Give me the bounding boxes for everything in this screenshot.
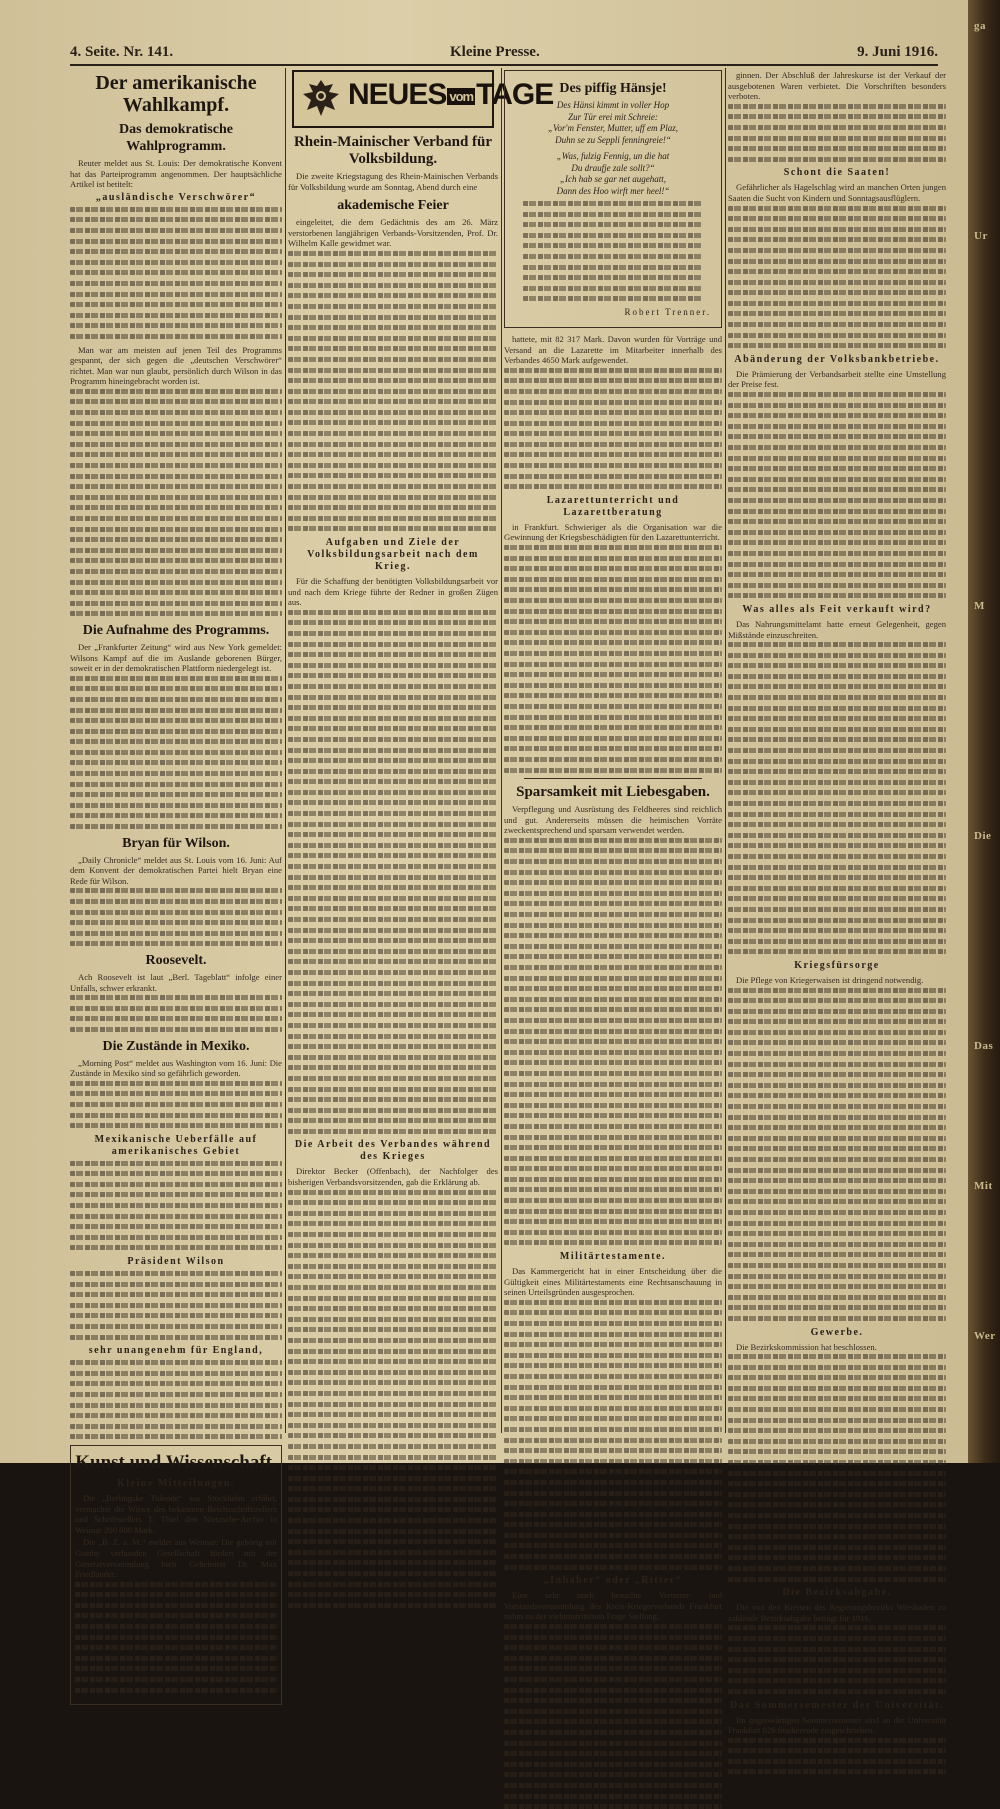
subheading: Schont die Saaten! (783, 167, 891, 179)
paragraph: Die „B. Z. a. M.“ meldet aus Weimar: Die gehörig mit Goethe verbunden Gesellschaft fördert mit der Generalversammlung hielt Geheimrat Dr. Max Friedländer. (75, 1537, 277, 1580)
body-text-block (70, 1161, 282, 1251)
paragraph: ginnen. Der Abschluß der Jahreskurse ist der Verkauf der ausgebotenen Waren verbietet. Die Vorschriften besonders verboten. (728, 70, 946, 102)
paragraph: Ach Roosevelt ist laut „Berl. Tageblatt“ infolge einer Unfalls, schwer erkrankt. (70, 971, 282, 993)
column-rule (285, 68, 286, 1433)
edge-fragment: Die (974, 830, 992, 842)
paragraph: Die Bezirkskommission hat beschlossen. (736, 1341, 877, 1352)
column-rule (725, 68, 726, 1433)
subheading: akademische Feier (337, 198, 449, 214)
subheading: Die Zustände in Mexiko. (102, 1038, 250, 1054)
masthead-title: NEUES vom TAGE (348, 78, 554, 111)
paragraph: Verpflegung und Ausrüstung des Feldheeres sind reichlich und gut. Andererseits müssen die heimischen Vorräte zweckentsprechend und sparsam verwendet werden. (504, 804, 722, 836)
body-text-block (288, 1190, 498, 1608)
paragraph: Gefährlicher als Hagelschlag wird an manchen Orten jungen Saaten die Sucht von Kindern und Sonntagsausflüglern. (728, 182, 946, 203)
body-text-block (70, 207, 282, 339)
poem-box (504, 70, 722, 328)
subheading: Präsident Wilson (127, 1256, 225, 1268)
paragraph: Für die Schaffung der benötigten Volksbildungsarbeit vor und nach dem Kriege führte der Redner in großen Zügen aus. (288, 576, 498, 608)
header-paper-name: Kleine Presse. (450, 44, 540, 60)
header-page-number: 4. Seite. Nr. 141. (70, 44, 174, 60)
subheading: Die Arbeit des Verbandes während des Krieges (294, 1139, 492, 1163)
subheading: Die Bezirksabgabe. (782, 1587, 892, 1599)
header-date: 9. Juni 1916. (857, 44, 938, 60)
body-text-block (728, 642, 946, 954)
paragraph: in Frankfurt. Schwieriger als die Organisation war die Gewinnung der Kriegsbeschädigten für den Lazarettunterricht. (504, 521, 722, 543)
kunst-section (70, 1445, 282, 1705)
separator (524, 778, 702, 779)
subheading: Roosevelt. (145, 952, 207, 968)
subheading: „ausländische Verschwörer“ (95, 191, 257, 203)
body-text-block (728, 1738, 946, 1775)
paragraph: Die von den Kreisen des Regierungsbezirks Wiesbaden zu zahlende Bezirksabgabe beträgt für 1916. (728, 1602, 946, 1623)
poem-text: Des Hänsi kimmt in voller Hop Zur Tür erei mit Schreie: „Vor'm Fenster, Mutter, uff em Plaz, Duhn se zu Seppli fenningreie!“ „Was, fulzig Fennig, un die hat Du draufje zale sollt?“ „Ich hab se gar net augehatt, Dann des Hoo wirft mer heel!“ (548, 100, 678, 196)
subheading: Das Sommersemester der Universität. (730, 1699, 944, 1711)
subheading: Das demokratische Wahlprogramm. (119, 122, 233, 154)
subheading: Abänderung der Volksbankbetriebe. (734, 353, 940, 365)
adjacent-page-edge (974, 0, 994, 1463)
book-spine (968, 0, 1000, 1463)
article-title-sparsamkeit: Sparsamkeit mit Liebesgaben. (516, 784, 710, 801)
body-text-block (504, 1300, 722, 1570)
paragraph: „Morning Post“ meldet aus Washington vom 16. Juni: Die Zustände in Mexiko sind so gefährlich geworden. (70, 1057, 282, 1079)
subheading: Aufgaben und Ziele der Volksbildungsarbeit nach dem Krieg. (307, 537, 479, 572)
body-text-block (70, 1271, 282, 1340)
paragraph: Im gegenwärtigen Sommersemester sind an der Universität Frankfurt 826 Studierende eingeschrieben. (728, 1714, 946, 1736)
body-text-block (70, 1360, 282, 1439)
paragraph: Die Prämierung der Verbandsarbeit stellte eine Umstellung der Preise fest. (728, 368, 946, 390)
body-text-block (70, 995, 282, 1032)
column-rule (501, 68, 502, 1433)
body-text-block (70, 888, 282, 946)
paragraph: hattete, mit 82 317 Mark. Davon wurden für Vorträge und Versand an die Lazarette im Mitarbeiter innerhalb des Verbandes 4650 Mark aufgewendet. (504, 333, 722, 366)
edge-fragment: ga (974, 20, 986, 32)
paragraph: eingeleitet, die dem Gedächtnis des am 26. März verstorbenen langjährigen Verbands-Vorsitzenden, Prof. Dr. Wilhelm Kalle gewidmet war. (288, 217, 498, 249)
column-4 (728, 70, 946, 1736)
paragraph: Reuter meldet aus St. Louis: Der demokratische Konvent hat das Parteiprogramm angenommen. Der hauptsächliche Artikel ist betitelt: (70, 158, 282, 190)
paragraph: Die „Berlingske Tidende“ aus Stockholm erfährt, vermachte die Witwe des bekannten Reichsschriftstellers und Schriftstellers T. Thiel den Nietzsche-Archiv in Weimar 200 000 Mark. (75, 1492, 277, 1535)
eagle-icon (299, 76, 343, 120)
body-text-block (728, 1625, 946, 1694)
subheading: Mexikanische Ueberfälle auf amerikanisches Gebiet (94, 1133, 258, 1157)
column-2 (288, 70, 554, 1443)
poem-title: Des piffig Hänsje! (559, 81, 667, 96)
edge-fragment: M (974, 600, 985, 612)
page-header (70, 40, 938, 66)
body-text-block (504, 1624, 722, 1809)
body-text-block (728, 206, 946, 349)
column-3 (504, 70, 722, 1622)
subheading: Bryan für Wilson. (122, 835, 230, 851)
paragraph: Eine sehr stark besuchte Vertreter- und Vorstandsversammlung des Kreis-Kriegerverbands Frankfurt nahm zu der vielumstrittenen Frage Stellung. (504, 1590, 722, 1622)
edge-fragment: Mit (974, 1180, 993, 1192)
subheading: Kleine Mitteilungen. (117, 1477, 235, 1489)
subheading: „Inhaber“ oder „Ritter“ (543, 1575, 683, 1587)
edge-fragment: Wer (974, 1330, 996, 1342)
paragraph: „Daily Chronicle“ meldet aus St. Louis vom 16. Juni: Auf dem Konvent der demokratischen Partei hielt Bryan eine Rede für Wilson. (70, 854, 282, 886)
paragraph: Das Kammergericht hat in einer Entscheidung über die Gültigkeit eines Militärtestaments eine Rechtsanschauung in seinen Urteilsgründen ausgesprochen. (504, 1266, 722, 1298)
paragraph: Der „Frankfurter Zeitung“ wird aus New York gemeldet: Wilsons Kampf auf die im Auslande geborenen Bürger, soweit er in der demokratischen Plattform niedergelegt ist. (70, 641, 282, 674)
section-title-kunst: Kunst und Wissenschaft. (75, 1451, 277, 1473)
body-text-block (728, 988, 946, 1321)
body-text-block (504, 545, 722, 772)
body-text-block (504, 368, 722, 490)
body-text-block (288, 251, 498, 531)
subheading: Militärtestamente. (559, 1251, 667, 1263)
body-text-block (70, 389, 282, 616)
paragraph: Man war am meisten auf jenen Teil des Programms gespannt, der sich gegen die „deutschen Verschwörer“ richtet. Man war nun glaubt, persönlich durch Wilson in das Programm hineingebracht worden ist. (70, 344, 282, 387)
body-text-block (288, 610, 498, 1134)
paragraph: Die zweite Kriegstagung des Rhein-Mainischen Verbands für Volksbildung wurde am Sonntag, Abend durch eine (288, 171, 498, 192)
article-title-wahlkampf: Der amerikanische Wahlkampf. (95, 72, 257, 116)
subheading: sehr unangenehm für England, (88, 1345, 264, 1357)
body-text-block (728, 1354, 946, 1581)
body-text-block (75, 1582, 277, 1693)
edge-fragment: Das (974, 1040, 994, 1052)
poem-continuation (523, 201, 703, 301)
subheading: Was alles als Feit verkauft wird? (742, 603, 932, 615)
body-text-block (504, 838, 722, 1246)
paragraph: Direktor Becker (Offenbach), der Nachfolger des bisherigen Verbandsvorsitzenden, gab die Erklärung ab. (288, 1166, 498, 1188)
paragraph: Die Pflege von Kriegerwaisen ist dringend notwendig. (736, 974, 924, 985)
subheading: Die Aufnahme des Programms. (82, 622, 270, 638)
body-text-block (70, 1081, 282, 1128)
article-title-volksbildung: Rhein-Mainischer Verband für Volksbildung. (293, 134, 493, 167)
subheading: Gewerbe. (810, 1326, 864, 1338)
body-text-block (70, 676, 282, 829)
edge-fragment: Ur (974, 230, 988, 242)
poem-signature: Robert Trenner. (624, 306, 711, 317)
subheading: Lazarettunterricht und Lazarettberatung (546, 494, 680, 518)
neues-vom-tage-masthead (292, 70, 554, 128)
paragraph: Das Nahrungsmittelamt hatte erneut Gelegenheit, gegen Mißstände einzuschreiten. (728, 618, 946, 640)
body-text-block (728, 392, 946, 598)
column-1 (70, 70, 282, 1580)
body-text-block (728, 104, 946, 162)
subheading: Kriegsfürsorge (794, 959, 880, 971)
